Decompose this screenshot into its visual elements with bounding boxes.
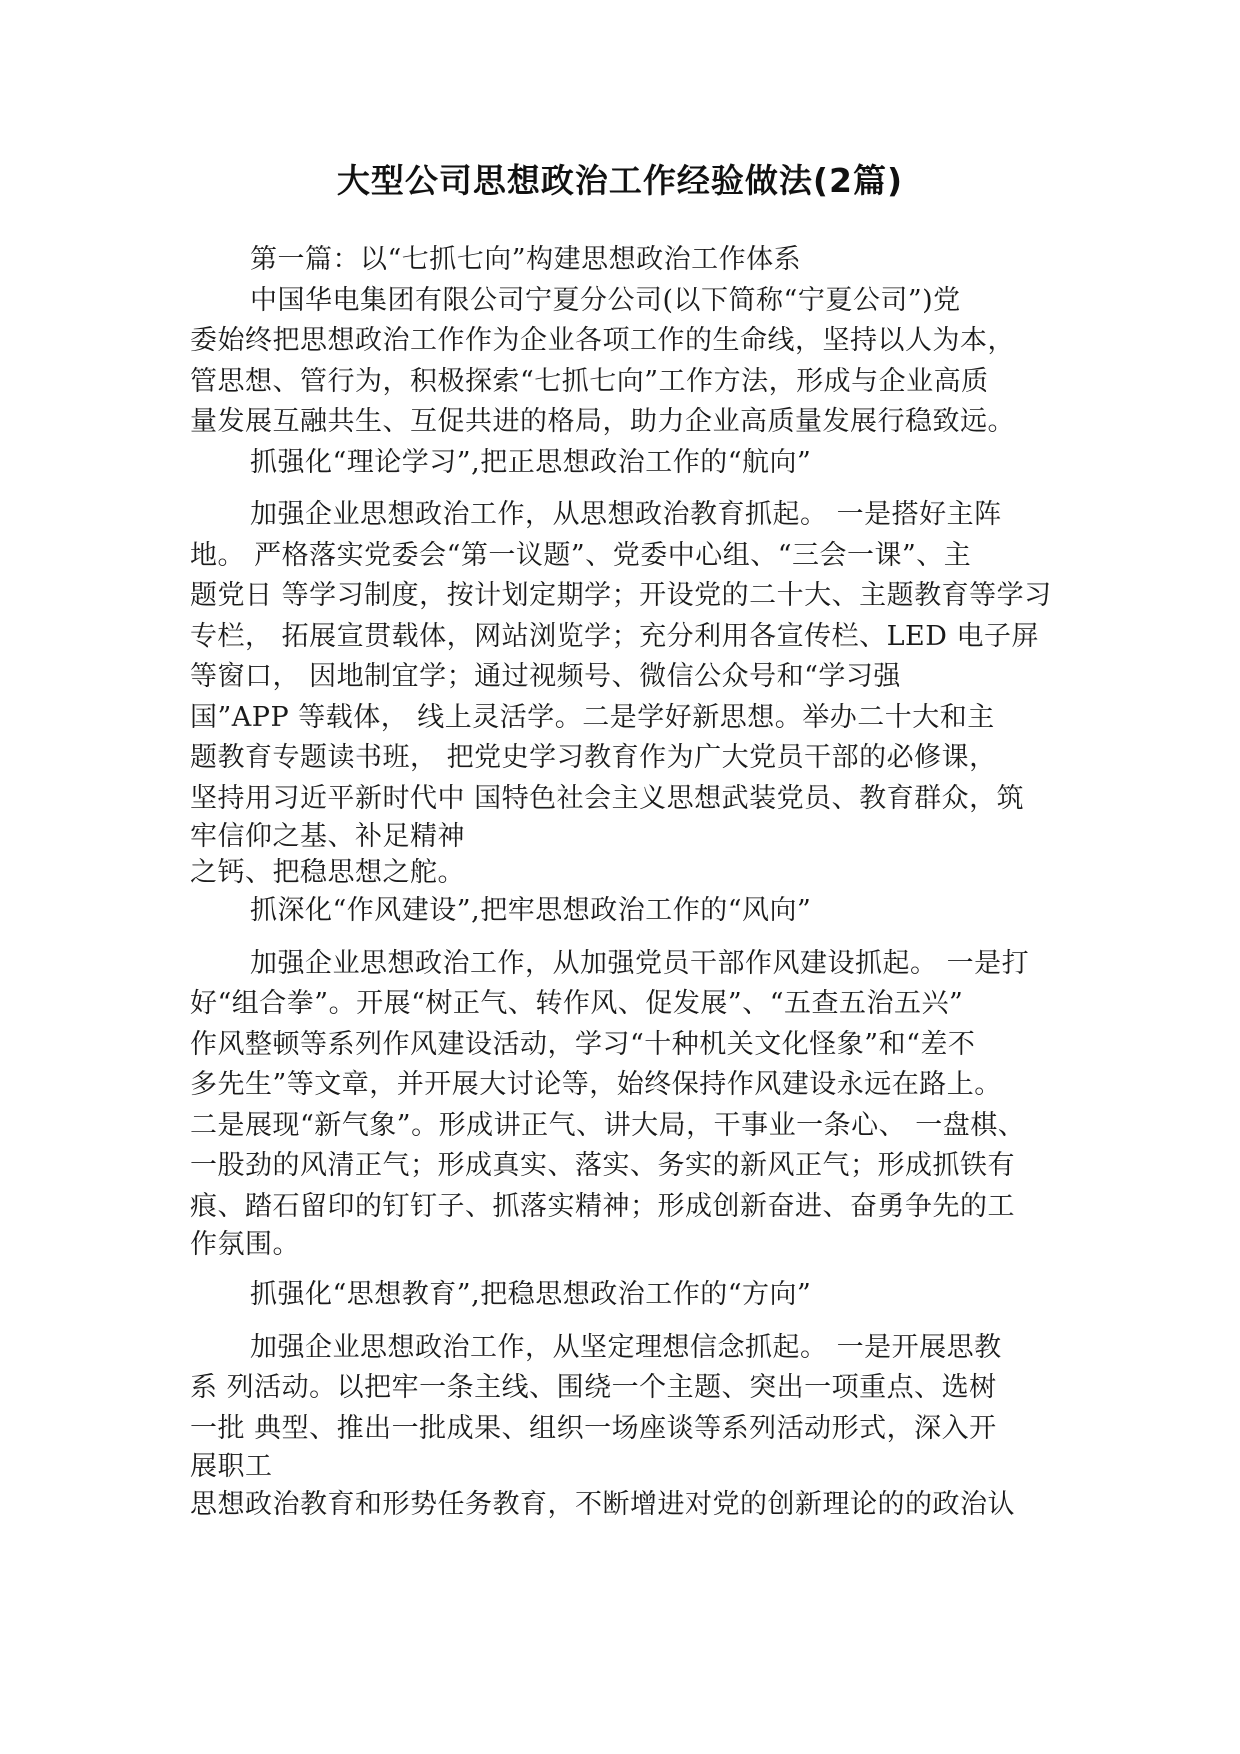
text-line: 多先生”等文章，并开展大讨论等，始终保持作风建设永远在路上。 — [190, 1069, 1002, 1100]
text-line: 题教育专题读书班， 把党史学习教育作为广大党员干部的必修课， — [190, 742, 997, 773]
document-title: 大型公司思想政治工作经验做法(2篇) — [336, 161, 904, 200]
document-body — [190, 240, 1070, 1526]
text-line: 管思想、管行为，积极探索“七抓七向”工作方法，形成与企业高质 — [190, 365, 989, 397]
text-line: 牢信仰之基、补足精神 — [190, 821, 465, 852]
text-line: 一股劲的风清正气；形成真实、落实、务实的新风正气；形成抓铁有 — [190, 1150, 1015, 1181]
text-line: 坚持用习近平新时代中 国特色社会主义思想武装党员、教育群众，筑 — [190, 782, 1025, 814]
text-line: 等窗口， 因地制宜学；通过视频号、微信公众号和“学习强 — [190, 661, 901, 692]
text-line: 二是展现“新气象”。形成讲正气、讲大局，干事业一条心、 一盘棋、 — [190, 1109, 1026, 1141]
text-line: 量发展互融共生、互促共进的格局，助力企业高质量发展行稳致远。 — [190, 406, 1015, 437]
text-line: 地。 严格落实党委会“第一议题”、党委中心组、“三会一课”、主 — [190, 539, 972, 571]
text-line: 加强企业思想政治工作，从坚定理想信念抓起。 一是开展思教 — [250, 1331, 1002, 1363]
text-line: 中国华电集团有限公司宁夏分公司(以下简称“宁夏公司”)党 — [250, 284, 961, 316]
text-line: 专栏， 拓展宣贯载体，网站浏览学；充分利用各宣传栏、LED 电子屏 — [190, 620, 1039, 652]
text-line: 一批 典型、推出一批成果、组织一场座谈等系列活动形式，深入开 — [190, 1412, 997, 1444]
text-line: 系 列活动。以把牢一条主线、围绕一个主题、突出一项重点、选树 — [190, 1372, 997, 1403]
text-line: 思想政治教育和形势任务教育，不断增进对党的创新理论的的政治认 — [190, 1489, 1015, 1520]
text-line: 好“组合拳”。开展“树正气、转作风、促发展”、“五查五治五兴” — [190, 988, 964, 1019]
text-line: 之钙、把稳思想之舵。 — [190, 857, 465, 888]
text-line: 展职工 — [190, 1451, 273, 1482]
text-line: 作氛围。 — [190, 1229, 300, 1260]
text-line: 作风整顿等系列作风建设活动，学习“十种机关文化怪象”和“差不 — [190, 1028, 976, 1060]
text-line: 委始终把思想政治工作作为企业各项工作的生命线，坚持以人为本， — [190, 325, 1015, 356]
text-line: 痕、踏石留印的钉钉子、抓落实精神；形成创新奋进、奋勇争先的工 — [190, 1190, 1015, 1222]
text-line: 加强企业思想政治工作，从思想政治教育抓起。 一是搭好主阵 — [250, 499, 1002, 530]
text-line: 题党日 等学习制度，按计划定期学；开设党的二十大、主题教育等学习 — [190, 580, 1052, 611]
text-line: 加强企业思想政治工作，从加强党员干部作风建设抓起。 一是打 — [250, 947, 1030, 979]
text-line: 抓强化“思想教育”,把稳思想政治工作的“方向” — [250, 1279, 812, 1310]
text-line: 国”APP 等载体， 线上灵活学。二是学好新思想。举办二十大和主 — [190, 701, 995, 733]
text-line: 第一篇：以“七抓七向”构建思想政治工作体系 — [250, 244, 802, 275]
text-line: 抓深化“作风建设”,把牢思想政治工作的“风向” — [250, 895, 812, 926]
text-line: 抓强化“理论学习”,把正思想政治工作的“航向” — [250, 446, 812, 478]
